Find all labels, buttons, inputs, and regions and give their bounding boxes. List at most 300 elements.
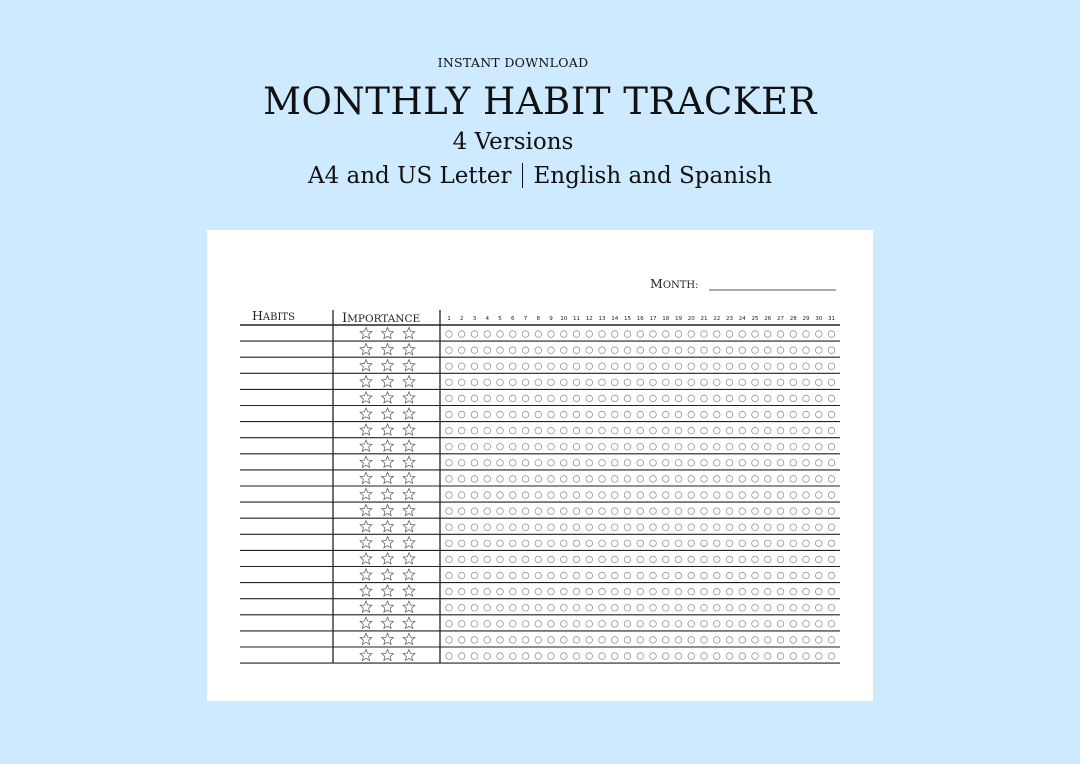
circle-outline-icon: [637, 540, 644, 547]
circle-outline-icon: [803, 363, 810, 370]
circle-outline-icon: [522, 604, 529, 611]
circle-outline-icon: [688, 588, 695, 595]
circle-outline-icon: [522, 588, 529, 595]
circle-outline-icon: [509, 588, 516, 595]
circle-outline-icon: [446, 411, 453, 418]
circle-outline-icon: [497, 540, 504, 547]
circle-outline-icon: [509, 653, 516, 660]
circle-outline-icon: [560, 492, 567, 499]
circle-outline-icon: [458, 556, 465, 563]
circle-outline-icon: [637, 443, 644, 450]
circle-outline-icon: [790, 460, 797, 467]
circle-outline-icon: [573, 460, 580, 467]
circle-outline-icon: [815, 540, 822, 547]
circle-outline-icon: [777, 379, 784, 386]
circle-outline-icon: [713, 524, 720, 531]
page-title: MONTHLY HABIT TRACKER: [263, 80, 817, 123]
circle-outline-icon: [675, 331, 682, 338]
circle-outline-icon: [815, 395, 822, 402]
circle-outline-icon: [624, 604, 631, 611]
circle-outline-icon: [739, 653, 746, 660]
circle-outline-icon: [586, 427, 593, 434]
circle-outline-icon: [675, 572, 682, 579]
circle-outline-icon: [611, 347, 618, 354]
circle-outline-icon: [446, 379, 453, 386]
circle-outline-icon: [497, 363, 504, 370]
circle-outline-icon: [484, 347, 491, 354]
circle-outline-icon: [497, 347, 504, 354]
circle-outline-icon: [662, 379, 669, 386]
circle-outline-icon: [573, 588, 580, 595]
tracker-row: [240, 408, 840, 422]
circle-outline-icon: [777, 653, 784, 660]
circle-outline-icon: [509, 347, 516, 354]
circle-outline-icon: [522, 492, 529, 499]
circle-outline-icon: [560, 572, 567, 579]
circle-outline-icon: [509, 637, 516, 644]
circle-outline-icon: [675, 637, 682, 644]
circle-outline-icon: [752, 379, 759, 386]
circle-outline-icon: [688, 363, 695, 370]
circle-outline-icon: [764, 427, 771, 434]
circle-outline-icon: [522, 443, 529, 450]
circle-outline-icon: [446, 572, 453, 579]
star-outline-icon: [360, 553, 372, 564]
circle-outline-icon: [650, 411, 657, 418]
circle-outline-icon: [548, 572, 555, 579]
circle-outline-icon: [484, 427, 491, 434]
circle-outline-icon: [790, 556, 797, 563]
star-outline-icon: [382, 521, 394, 532]
circle-outline-icon: [522, 540, 529, 547]
circle-outline-icon: [650, 379, 657, 386]
circle-outline-icon: [726, 347, 733, 354]
circle-outline-icon: [548, 588, 555, 595]
circle-outline-icon: [458, 604, 465, 611]
circle-outline-icon: [764, 508, 771, 515]
circle-outline-icon: [509, 604, 516, 611]
circle-outline-icon: [535, 572, 542, 579]
circle-outline-icon: [624, 427, 631, 434]
circle-outline-icon: [535, 524, 542, 531]
star-outline-icon: [360, 440, 372, 451]
circle-outline-icon: [815, 653, 822, 660]
circle-outline-icon: [764, 524, 771, 531]
circle-outline-icon: [650, 524, 657, 531]
circle-outline-icon: [701, 492, 708, 499]
circle-outline-icon: [726, 363, 733, 370]
star-outline-icon: [382, 553, 394, 564]
circle-outline-icon: [548, 621, 555, 628]
circle-outline-icon: [675, 621, 682, 628]
circle-outline-icon: [535, 379, 542, 386]
circle-outline-icon: [803, 476, 810, 483]
circle-outline-icon: [573, 508, 580, 515]
circle-outline-icon: [828, 604, 835, 611]
circle-outline-icon: [650, 363, 657, 370]
circle-outline-icon: [726, 524, 733, 531]
circle-outline-icon: [560, 363, 567, 370]
day-number: 10: [560, 316, 568, 322]
star-outline-icon: [382, 488, 394, 499]
tracker-row: [240, 343, 840, 357]
tracker-row: [240, 585, 840, 599]
circle-outline-icon: [522, 331, 529, 338]
star-outline-icon: [360, 585, 372, 596]
circle-outline-icon: [790, 524, 797, 531]
circle-outline-icon: [458, 427, 465, 434]
circle-outline-icon: [726, 621, 733, 628]
circle-outline-icon: [726, 395, 733, 402]
circle-outline-icon: [484, 331, 491, 338]
star-outline-icon: [403, 633, 415, 644]
circle-outline-icon: [522, 411, 529, 418]
circle-outline-icon: [650, 572, 657, 579]
star-outline-icon: [403, 569, 415, 580]
circle-outline-icon: [497, 476, 504, 483]
circle-outline-icon: [688, 556, 695, 563]
circle-outline-icon: [675, 524, 682, 531]
circle-outline-icon: [522, 621, 529, 628]
circle-outline-icon: [560, 427, 567, 434]
circle-outline-icon: [497, 508, 504, 515]
circle-outline-icon: [548, 556, 555, 563]
day-number: 6: [510, 316, 515, 322]
circle-outline-icon: [662, 524, 669, 531]
circle-outline-icon: [509, 395, 516, 402]
circle-outline-icon: [637, 653, 644, 660]
circle-outline-icon: [828, 331, 835, 338]
circle-outline-icon: [458, 379, 465, 386]
star-outline-icon: [360, 504, 372, 515]
circle-outline-icon: [637, 379, 644, 386]
circle-outline-icon: [752, 460, 759, 467]
circle-outline-icon: [548, 476, 555, 483]
circle-outline-icon: [713, 427, 720, 434]
circle-outline-icon: [739, 604, 746, 611]
star-outline-icon: [403, 440, 415, 451]
circle-outline-icon: [828, 492, 835, 499]
circle-outline-icon: [777, 347, 784, 354]
circle-outline-icon: [662, 604, 669, 611]
circle-outline-icon: [611, 476, 618, 483]
circle-outline-icon: [828, 411, 835, 418]
circle-outline-icon: [726, 411, 733, 418]
circle-outline-icon: [726, 460, 733, 467]
day-number: 4: [485, 316, 490, 322]
circle-outline-icon: [458, 363, 465, 370]
star-outline-icon: [382, 392, 394, 403]
circle-outline-icon: [548, 540, 555, 547]
star-outline-icon: [403, 649, 415, 660]
circle-outline-icon: [560, 347, 567, 354]
day-number: 3: [472, 316, 477, 322]
kicker-text: INSTANT DOWNLOAD: [437, 55, 589, 70]
star-outline-icon: [382, 456, 394, 467]
day-number: 1: [447, 316, 451, 322]
tracker-row: [240, 633, 840, 647]
day-number: 12: [585, 316, 593, 322]
circle-outline-icon: [752, 395, 759, 402]
circle-outline-icon: [637, 572, 644, 579]
circle-outline-icon: [675, 443, 682, 450]
circle-outline-icon: [637, 363, 644, 370]
circle-outline-icon: [458, 621, 465, 628]
circle-outline-icon: [522, 524, 529, 531]
circle-outline-icon: [509, 460, 516, 467]
circle-outline-icon: [471, 508, 478, 515]
circle-outline-icon: [739, 347, 746, 354]
circle-outline-icon: [586, 621, 593, 628]
circle-outline-icon: [790, 588, 797, 595]
circle-outline-icon: [497, 411, 504, 418]
star-outline-icon: [403, 456, 415, 467]
star-outline-icon: [360, 408, 372, 419]
circle-outline-icon: [471, 572, 478, 579]
circle-outline-icon: [599, 588, 606, 595]
circle-outline-icon: [522, 556, 529, 563]
circle-outline-icon: [790, 604, 797, 611]
circle-outline-icon: [790, 347, 797, 354]
circle-outline-icon: [828, 556, 835, 563]
circle-outline-icon: [752, 588, 759, 595]
circle-outline-icon: [497, 379, 504, 386]
circle-outline-icon: [446, 363, 453, 370]
star-outline-icon: [382, 343, 394, 354]
circle-outline-icon: [803, 411, 810, 418]
circle-outline-icon: [509, 443, 516, 450]
circle-outline-icon: [611, 540, 618, 547]
circle-outline-icon: [815, 492, 822, 499]
circle-outline-icon: [573, 492, 580, 499]
circle-outline-icon: [650, 331, 657, 338]
circle-outline-icon: [624, 508, 631, 515]
circle-outline-icon: [611, 621, 618, 628]
circle-outline-icon: [739, 572, 746, 579]
circle-outline-icon: [726, 508, 733, 515]
circle-outline-icon: [560, 443, 567, 450]
circle-outline-icon: [701, 427, 708, 434]
circle-outline-icon: [624, 492, 631, 499]
circle-outline-icon: [828, 395, 835, 402]
circle-outline-icon: [713, 395, 720, 402]
circle-outline-icon: [509, 379, 516, 386]
circle-outline-icon: [484, 379, 491, 386]
circle-outline-icon: [611, 363, 618, 370]
circle-outline-icon: [509, 331, 516, 338]
circle-outline-icon: [586, 331, 593, 338]
circle-outline-icon: [471, 540, 478, 547]
circle-outline-icon: [446, 653, 453, 660]
circle-outline-icon: [599, 347, 606, 354]
circle-outline-icon: [701, 443, 708, 450]
circle-outline-icon: [509, 411, 516, 418]
star-outline-icon: [360, 472, 372, 483]
circle-outline-icon: [611, 460, 618, 467]
circle-outline-icon: [777, 363, 784, 370]
circle-outline-icon: [828, 363, 835, 370]
star-outline-icon: [382, 617, 394, 628]
circle-outline-icon: [471, 363, 478, 370]
circle-outline-icon: [548, 637, 555, 644]
star-outline-icon: [360, 521, 372, 532]
circle-outline-icon: [560, 653, 567, 660]
day-number: 23: [725, 316, 734, 322]
circle-outline-icon: [675, 556, 682, 563]
circle-outline-icon: [560, 379, 567, 386]
circle-outline-icon: [611, 443, 618, 450]
circle-outline-icon: [471, 395, 478, 402]
circle-outline-icon: [624, 572, 631, 579]
circle-outline-icon: [777, 460, 784, 467]
circle-outline-icon: [497, 395, 504, 402]
circle-outline-icon: [662, 395, 669, 402]
circle-outline-icon: [764, 347, 771, 354]
circle-outline-icon: [599, 637, 606, 644]
circle-outline-icon: [446, 621, 453, 628]
tracker-row: [240, 504, 840, 518]
circle-outline-icon: [777, 476, 784, 483]
circle-outline-icon: [471, 347, 478, 354]
circle-outline-icon: [777, 588, 784, 595]
circle-outline-icon: [803, 604, 810, 611]
circle-outline-icon: [471, 443, 478, 450]
circle-outline-icon: [713, 637, 720, 644]
circle-outline-icon: [535, 411, 542, 418]
circle-outline-icon: [650, 492, 657, 499]
circle-outline-icon: [662, 443, 669, 450]
circle-outline-icon: [509, 363, 516, 370]
circle-outline-icon: [573, 411, 580, 418]
circle-outline-icon: [548, 460, 555, 467]
circle-outline-icon: [701, 379, 708, 386]
circle-outline-icon: [560, 411, 567, 418]
circle-outline-icon: [662, 331, 669, 338]
circle-outline-icon: [573, 604, 580, 611]
star-outline-icon: [360, 649, 372, 660]
circle-outline-icon: [535, 604, 542, 611]
star-outline-icon: [382, 360, 394, 371]
circle-outline-icon: [815, 572, 822, 579]
circle-outline-icon: [688, 492, 695, 499]
star-outline-icon: [403, 327, 415, 338]
circle-outline-icon: [726, 492, 733, 499]
circle-outline-icon: [624, 588, 631, 595]
circle-outline-icon: [599, 443, 606, 450]
circle-outline-icon: [637, 588, 644, 595]
circle-outline-icon: [497, 443, 504, 450]
circle-outline-icon: [471, 492, 478, 499]
day-number: 15: [623, 316, 632, 322]
circle-outline-icon: [509, 572, 516, 579]
star-outline-icon: [382, 649, 394, 660]
circle-outline-icon: [624, 637, 631, 644]
circle-outline-icon: [484, 524, 491, 531]
star-outline-icon: [382, 408, 394, 419]
circle-outline-icon: [752, 347, 759, 354]
circle-outline-icon: [726, 540, 733, 547]
circle-outline-icon: [662, 653, 669, 660]
circle-outline-icon: [611, 492, 618, 499]
circle-outline-icon: [611, 556, 618, 563]
circle-outline-icon: [484, 572, 491, 579]
circle-outline-icon: [535, 556, 542, 563]
circle-outline-icon: [535, 443, 542, 450]
circle-outline-icon: [701, 637, 708, 644]
circle-outline-icon: [637, 347, 644, 354]
circle-outline-icon: [764, 476, 771, 483]
circle-outline-icon: [675, 379, 682, 386]
circle-outline-icon: [790, 427, 797, 434]
day-number: 28: [789, 316, 797, 322]
circle-outline-icon: [828, 637, 835, 644]
circle-outline-icon: [484, 540, 491, 547]
circle-outline-icon: [764, 395, 771, 402]
circle-outline-icon: [535, 476, 542, 483]
star-outline-icon: [403, 521, 415, 532]
star-outline-icon: [360, 617, 372, 628]
day-number: 19: [674, 316, 683, 322]
circle-outline-icon: [777, 411, 784, 418]
circle-outline-icon: [458, 540, 465, 547]
circle-outline-icon: [803, 637, 810, 644]
circle-outline-icon: [573, 347, 580, 354]
circle-outline-icon: [662, 427, 669, 434]
circle-outline-icon: [535, 347, 542, 354]
circle-outline-icon: [803, 427, 810, 434]
circle-outline-icon: [484, 363, 491, 370]
circle-outline-icon: [803, 588, 810, 595]
circle-outline-icon: [560, 331, 567, 338]
circle-outline-icon: [764, 443, 771, 450]
circle-outline-icon: [713, 411, 720, 418]
circle-outline-icon: [739, 556, 746, 563]
circle-outline-icon: [509, 492, 516, 499]
circle-outline-icon: [828, 427, 835, 434]
circle-outline-icon: [739, 411, 746, 418]
circle-outline-icon: [611, 379, 618, 386]
circle-outline-icon: [611, 604, 618, 611]
circle-outline-icon: [522, 653, 529, 660]
circle-outline-icon: [497, 427, 504, 434]
circle-outline-icon: [752, 443, 759, 450]
circle-outline-icon: [484, 460, 491, 467]
circle-outline-icon: [688, 331, 695, 338]
circle-outline-icon: [637, 331, 644, 338]
star-outline-icon: [382, 585, 394, 596]
circle-outline-icon: [777, 492, 784, 499]
circle-outline-icon: [497, 460, 504, 467]
star-outline-icon: [382, 633, 394, 644]
importance-header: IMPORTANCE: [342, 311, 421, 326]
circle-outline-icon: [650, 653, 657, 660]
circle-outline-icon: [637, 508, 644, 515]
circle-outline-icon: [637, 395, 644, 402]
circle-outline-icon: [458, 476, 465, 483]
circle-outline-icon: [815, 379, 822, 386]
circle-outline-icon: [815, 524, 822, 531]
circle-outline-icon: [701, 524, 708, 531]
star-outline-icon: [403, 472, 415, 483]
circle-outline-icon: [624, 476, 631, 483]
circle-outline-icon: [560, 556, 567, 563]
star-outline-icon: [403, 537, 415, 548]
circle-outline-icon: [446, 556, 453, 563]
tracker-sheet: [207, 230, 873, 701]
circle-outline-icon: [803, 395, 810, 402]
tracker-row: [240, 392, 840, 406]
circle-outline-icon: [650, 621, 657, 628]
